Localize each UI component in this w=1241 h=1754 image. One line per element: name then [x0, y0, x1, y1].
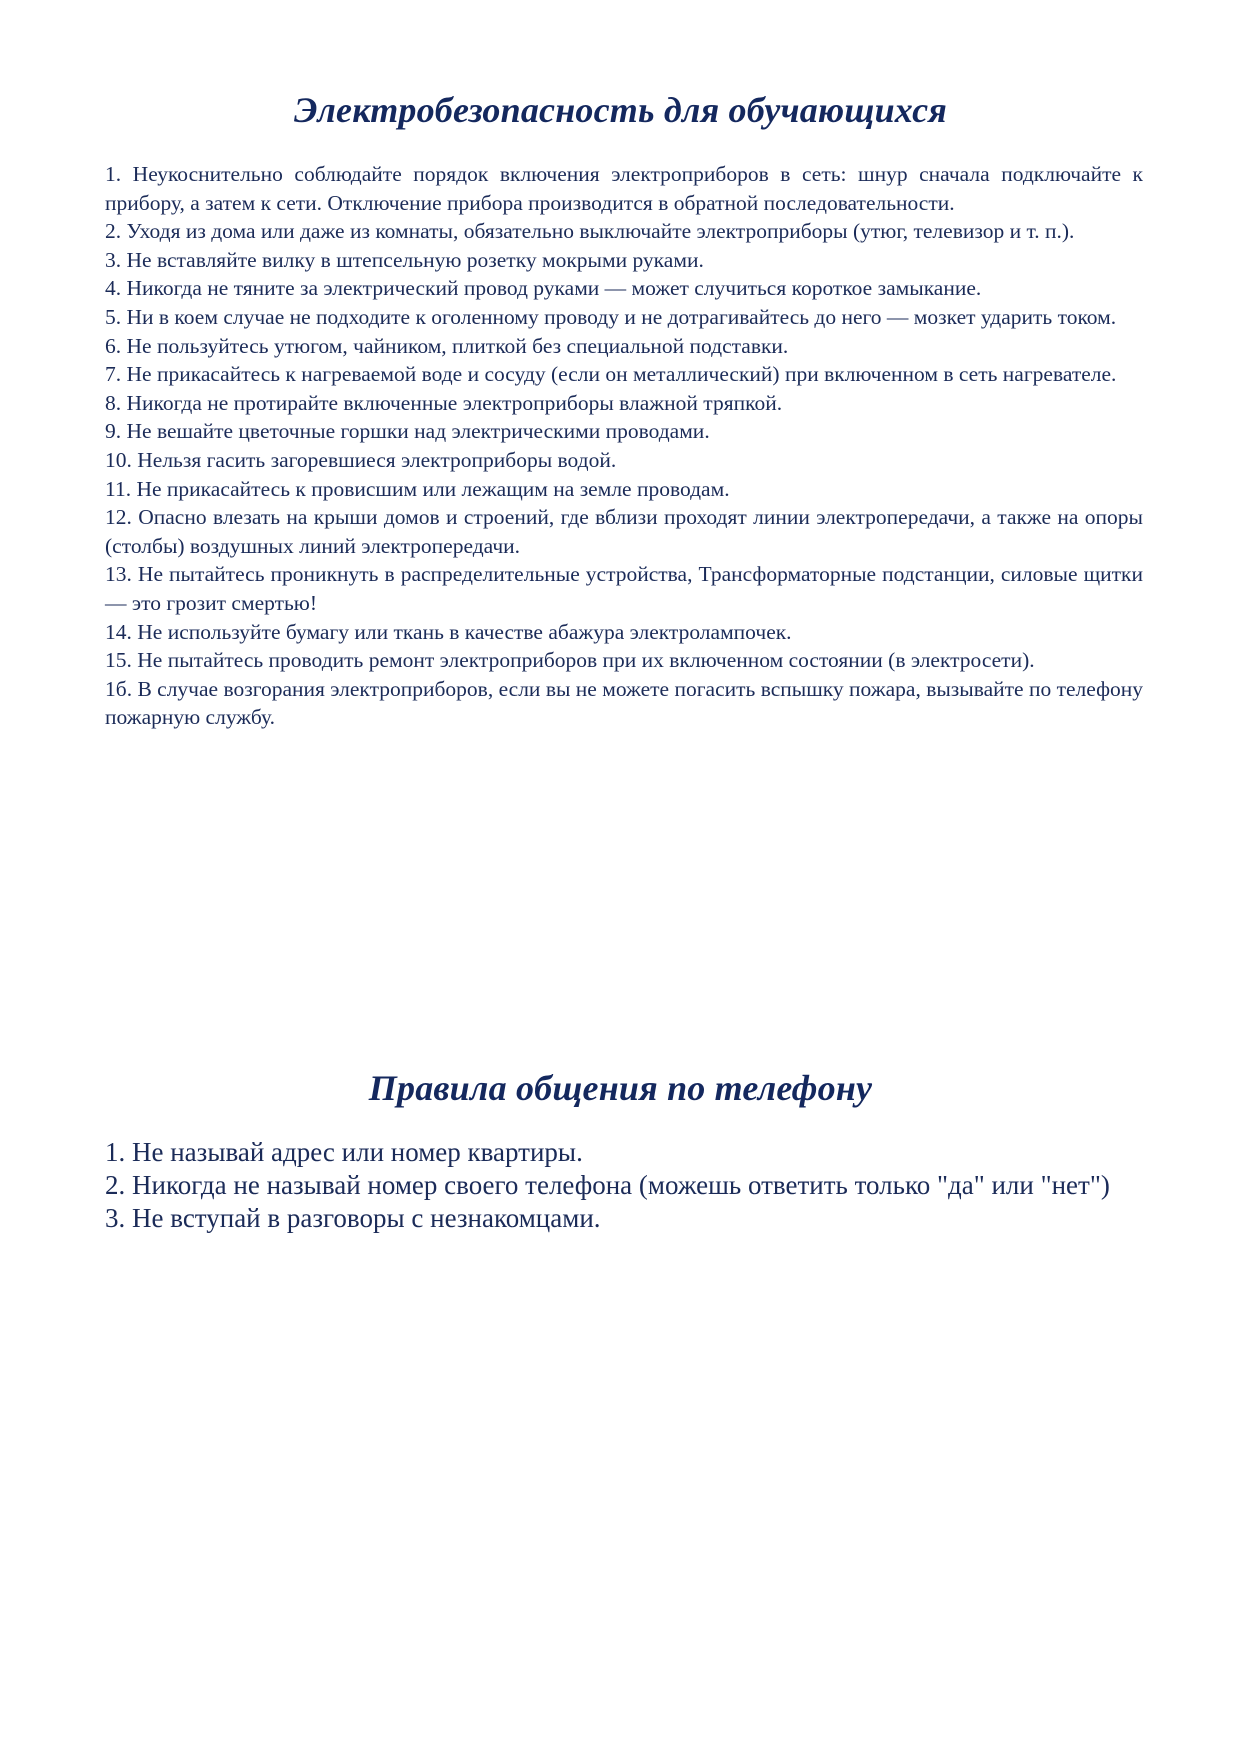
- rule-item: 8. Никогда не протирайте включенные электроприборы влажной тряпкой.: [105, 390, 783, 415]
- rule-item: 1. Неукоснительно соблюдайте порядок включения электроприборов в сеть: шнур сначала подключайте к прибору, а затем к сети. Отключение прибора производится в обратной последовательности.: [105, 162, 1143, 215]
- section-title-electrical-safety: Электробезопасность для обучающихся: [293, 90, 948, 130]
- rule-item: 9. Не вешайте цветочные горшки над электрическими проводами.: [105, 419, 710, 444]
- rule-item: 3. Не вступай в разговоры с незнакомцами.: [105, 1203, 601, 1233]
- section-title-phone-rules: Правила общения по телефону: [368, 1068, 873, 1108]
- electrical-safety-rules-list: [105, 160, 1143, 732]
- rule-item: 7. Не прикасайтесь к нагреваемой воде и сосуду (если он металлический) при включенном в сеть нагревателе.: [105, 362, 1117, 387]
- rule-item: 12. Опасно влезать на крыши домов и строений, где вблизи проходят линии электропередачи, а также на опоры (столбы) воздушных линий электропередачи.: [105, 505, 1143, 558]
- rule-item: 10. Нельзя гасить загоревшиеся электроприборы водой.: [105, 447, 617, 472]
- rule-item: 5. Ни в коем случае не подходите к оголенному проводу и не дотрагивайтесь до него — мозкет ударить током.: [105, 304, 1117, 329]
- rule-item: 14. Не используйте бумагу или ткань в качестве абажура электролампочек.: [105, 619, 792, 644]
- rule-item: 2. Уходя из дома или даже из комнаты, обязательно выключайте электроприборы (утюг, телевизор и т. п.).: [105, 219, 1075, 244]
- rule-item: 4. Никогда не тяните за электрический провод руками — может случиться короткое замыкание.: [105, 276, 982, 301]
- phone-rules-list: [105, 1136, 1145, 1235]
- rule-item: 15. Не пытайтесь проводить ремонт электроприборов при их включенном состоянии (в электросети).: [105, 648, 1035, 673]
- rule-item: 11. Не прикасайтесь к провисшим или лежащим на земле проводам.: [105, 476, 730, 501]
- rule-item: 3. Не вставляйте вилку в штепсельную розетку мокрыми руками.: [105, 247, 704, 272]
- rule-item: 13. Не пытайтесь проникнуть в распределительные устройства, Трансформаторные подстанции, силовые щитки — это грозит смертью!: [105, 562, 1143, 615]
- rule-item: 2. Никогда не называй номер своего телефона (можешь ответить только "да" или "нет"): [105, 1170, 1110, 1200]
- rule-item: 1. Не называй адрес или номер квартиры.: [105, 1137, 583, 1167]
- rule-item: 6. Не пользуйтесь утюгом, чайником, плиткой без специальной подставки.: [105, 333, 789, 358]
- rule-item: 1б. В случае возгорания электроприборов, если вы не можете погасить вспышку пожара, вызывайте по телефону пожарную службу.: [105, 676, 1144, 730]
